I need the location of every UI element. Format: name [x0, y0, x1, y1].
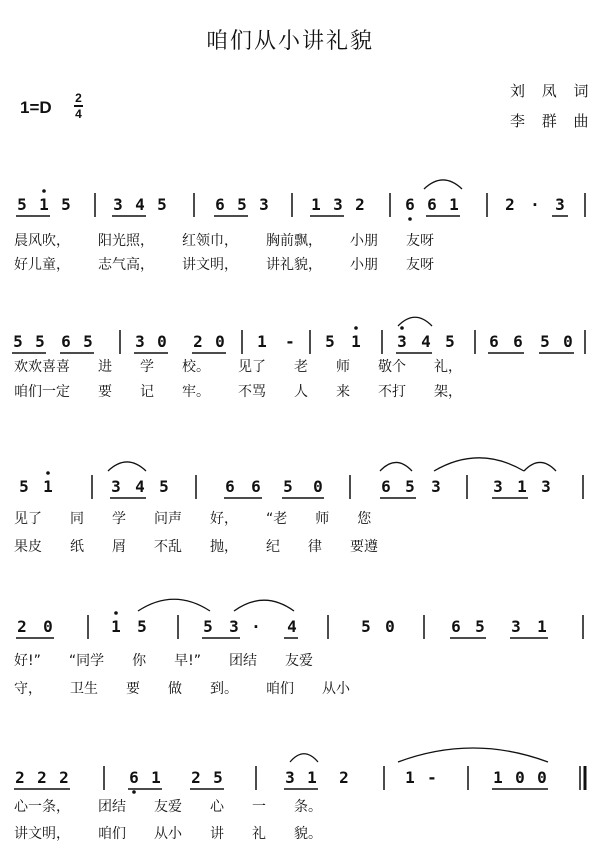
jianpu-note: 2 [37, 768, 47, 787]
jianpu-note: 3 [555, 195, 565, 214]
jianpu-note: 1 [493, 768, 503, 787]
lyric-verse-2: 守， 卫生 要 做 到。 咱们 从小 [14, 681, 350, 697]
jianpu-note: 6 [251, 477, 261, 496]
slur-arc [380, 462, 412, 471]
low-octave-dot [408, 217, 412, 221]
jianpu-note: 3 [259, 195, 269, 214]
jianpu-note: 5 [17, 195, 27, 214]
jianpu-note: 3 [111, 477, 121, 496]
jianpu-note: 2 [59, 768, 69, 787]
jianpu-note: 5 [540, 332, 550, 351]
jianpu-note: 0 [313, 477, 323, 496]
jianpu-note: 5 [405, 477, 415, 496]
jianpu-note: 5 [157, 195, 167, 214]
time-signature-bottom: 4 [75, 106, 82, 121]
jianpu-note: 5 [83, 332, 93, 351]
lyric-verse-2: 咱们一定 要 记 牢。 不骂 人 来 不打 架， [14, 384, 462, 400]
jianpu-note: 5 [213, 768, 223, 787]
jianpu-note: 0 [385, 617, 395, 636]
jianpu-note: · [251, 617, 261, 636]
jianpu-note: 6 [427, 195, 437, 214]
jianpu-note: 5 [237, 195, 247, 214]
jianpu-note: 1 [151, 768, 161, 787]
lyric-verse-1: 好!” “同学 你 早!” 团结 友爱 [14, 653, 313, 669]
low-octave-dot [132, 790, 136, 794]
slur-arc [398, 317, 432, 326]
composer-credit: 李 群 曲 [510, 112, 595, 130]
time-signature-top: 2 [75, 91, 82, 105]
jianpu-note: 2 [339, 768, 349, 787]
jianpu-note: 3 [135, 332, 145, 351]
jianpu-note: 2 [15, 768, 25, 787]
high-octave-dot [400, 326, 404, 330]
jianpu-note: 2 [505, 195, 515, 214]
jianpu-note: - [285, 332, 295, 351]
jianpu-note: 4 [135, 195, 145, 214]
slur-arc [234, 600, 294, 611]
jianpu-note: 0 [537, 768, 547, 787]
jianpu-note: 0 [515, 768, 525, 787]
jianpu-note: 6 [405, 195, 415, 214]
jianpu-note: 3 [431, 477, 441, 496]
jianpu-note: 1 [257, 332, 267, 351]
jianpu-note: 1 [111, 617, 121, 636]
jianpu-note: 5 [61, 195, 71, 214]
jianpu-note: 2 [17, 617, 27, 636]
jianpu-note: 6 [489, 332, 499, 351]
high-octave-dot [46, 471, 50, 475]
lyric-verse-1: 欢欢喜喜 进 学 校。 见了 老 师 敬个 礼， [14, 359, 462, 375]
lyric-verse-1: 晨风吹， 阳光照， 红领巾， 胸前飘， 小朋 友呀 [14, 233, 434, 249]
jianpu-note: 6 [225, 477, 235, 496]
jianpu-note: 1 [449, 195, 459, 214]
jianpu-note: 3 [493, 477, 503, 496]
jianpu-note: 1 [517, 477, 527, 496]
slur-arc [424, 180, 462, 189]
jianpu-note: · [530, 195, 540, 214]
jianpu-note: 5 [445, 332, 455, 351]
jianpu-note: 6 [451, 617, 461, 636]
jianpu-note: 3 [541, 477, 551, 496]
song-title: 咱们从小讲礼貌 [206, 29, 375, 54]
jianpu-note: 1 [39, 195, 49, 214]
jianpu-note: 3 [285, 768, 295, 787]
lyric-verse-1: 见了 同 学 问声 好， “老 师 您 [14, 511, 372, 527]
jianpu-note: 4 [421, 332, 431, 351]
jianpu-note: 0 [157, 332, 167, 351]
lyric-verse-1: 心一条， 团结 友爱 心 一 条。 [14, 799, 322, 815]
lyric-verse-2: 果皮 纸 屑 不乱 抛， 纪 律 要遵 [14, 539, 378, 555]
jianpu-note: 1 [537, 617, 547, 636]
jianpu-note: 6 [61, 332, 71, 351]
jianpu-note: 6 [513, 332, 523, 351]
jianpu-note: 2 [191, 768, 201, 787]
jianpu-note: 5 [13, 332, 23, 351]
jianpu-note: 5 [137, 617, 147, 636]
high-octave-dot [354, 326, 358, 330]
jianpu-note: 4 [135, 477, 145, 496]
jianpu-note: 6 [215, 195, 225, 214]
slur-arc [398, 748, 548, 762]
lyricist-credit: 刘 凤 词 [510, 82, 595, 100]
jianpu-note: 1 [307, 768, 317, 787]
jianpu-note: 1 [405, 768, 415, 787]
slur-arc [434, 458, 524, 471]
jianpu-note: 3 [511, 617, 521, 636]
key-signature: 1=D [20, 98, 52, 117]
jianpu-note: 5 [475, 617, 485, 636]
jianpu-note: 6 [129, 768, 139, 787]
jianpu-note: 1 [311, 195, 321, 214]
high-octave-dot [114, 611, 118, 615]
high-octave-dot [42, 189, 46, 193]
jianpu-note: 5 [35, 332, 45, 351]
jianpu-note: 0 [563, 332, 573, 351]
jianpu-note: 4 [287, 617, 297, 636]
lyric-verse-2: 讲文明， 咱们 从小 讲 礼 貌。 [14, 826, 322, 842]
jianpu-note: 3 [229, 617, 239, 636]
jianpu-note: 6 [381, 477, 391, 496]
slur-arc [290, 754, 318, 762]
jianpu-note: 5 [283, 477, 293, 496]
jianpu-note: 1 [351, 332, 361, 351]
jianpu-note: 3 [333, 195, 343, 214]
jianpu-note: 5 [159, 477, 169, 496]
jianpu-note: 5 [19, 477, 29, 496]
jianpu-note: - [427, 768, 437, 787]
jianpu-note: 5 [203, 617, 213, 636]
jianpu-note: 1 [43, 477, 53, 496]
slur-arc [108, 462, 146, 471]
slur-arc [524, 462, 556, 471]
jianpu-note: 3 [113, 195, 123, 214]
jianpu-note: 5 [325, 332, 335, 351]
jianpu-note: 5 [361, 617, 371, 636]
slur-arc [138, 599, 210, 611]
jianpu-note: 2 [193, 332, 203, 351]
jianpu-note: 3 [397, 332, 407, 351]
jianpu-note: 2 [355, 195, 365, 214]
jianpu-note: 0 [215, 332, 225, 351]
jianpu-note: 0 [43, 617, 53, 636]
lyric-verse-2: 好儿童， 志气高， 讲文明， 讲礼貌， 小朋 友呀 [14, 257, 434, 273]
